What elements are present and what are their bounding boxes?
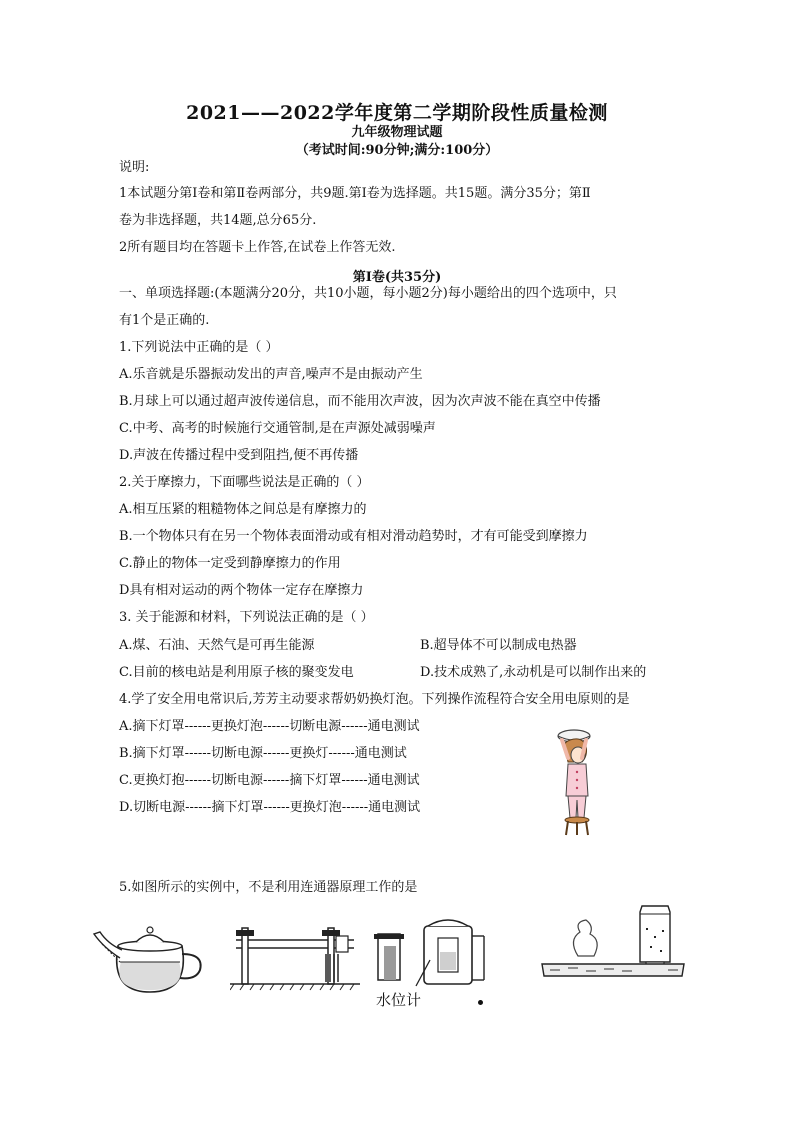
- section-1-instructions-line-1: 一、单项选择题:(本题满分20分，共10小题，每小题2分)每小题给出的四个选项中，只: [119, 286, 617, 301]
- question-2-stem: 2.关于摩擦力，下面哪些说法是正确的（ ）: [119, 475, 370, 490]
- water-gauge-label: 水位计: [376, 991, 422, 1009]
- question-2-option-a: A.相互压紧的粗糙物体之间总是有摩擦力的: [119, 502, 367, 517]
- question-2-option-c: C.静止的物体一定受到静摩擦力的作用: [119, 556, 341, 571]
- question-4-option-d: D.切断电源------摘下灯罩------更换灯泡------通电测试: [119, 800, 421, 815]
- note-item-1-line-2: 卷为非选择题，共14题,总分65分.: [119, 213, 317, 228]
- teapot-illustration: [90, 918, 210, 996]
- question-4-option-b: B.摘下灯罩------切断电源------更换灯------通电测试: [119, 746, 407, 761]
- drain-pipe-illustration: [230, 922, 360, 994]
- exam-title: 2021——2022学年度第二学期阶段性质量检测: [186, 102, 608, 124]
- question-2-option-b: B.一个物体只有在另一个物体表面滑动或有相对滑动趋势时，才有可能受到摩擦力: [119, 529, 588, 544]
- question-4-option-a: A.摘下灯罩------更换灯泡------切断电源------通电测试: [119, 719, 420, 734]
- bottle-waterer-illustration: [538, 900, 688, 982]
- question-5-stem: 5.如图所示的实例中，不是利用连通器原理工作的是: [119, 880, 418, 895]
- question-1-option-b: B.月球上可以通过超声波传递信息，而不能用次声波，因为次声波不能在真空中传播: [119, 394, 601, 409]
- question-4-stem: 4.学了安全用电常识后,芳芳主动要求帮奶奶换灯泡。下列操作流程符合安全用电原则的是: [119, 692, 630, 707]
- exam-info: （考试时间:90分钟;满分:100分）: [295, 143, 499, 158]
- question-3-option-c: C.目前的核电站是利用原子核的聚变发电: [119, 665, 354, 680]
- note-item-2: 2所有题目均在答题卡上作答,在试卷上作答无效.: [119, 240, 396, 255]
- exam-subtitle: 九年级物理试题: [351, 125, 443, 140]
- section-1-title: 第Ⅰ卷(共35分): [352, 270, 442, 285]
- section-1-instructions-line-2: 有1个是正确的.: [119, 313, 210, 328]
- question-3-option-a: A.煤、石油、天然气是可再生能源: [119, 638, 315, 653]
- question-2-option-d: D具有相对运动的两个物体一定存在摩擦力: [119, 583, 364, 598]
- question-1-option-c: C.中考、高考的时候施行交通管制,是在声源处减弱噪声: [119, 421, 436, 436]
- question-1-stem: 1.下列说法中正确的是（ ）: [119, 340, 279, 355]
- question-1-option-d: D.声波在传播过程中受到阻挡,便不再传播: [119, 448, 359, 463]
- question-3-option-b: B.超导体不可以制成电热器: [420, 638, 577, 653]
- girl-changing-bulb-illustration: [548, 722, 612, 838]
- question-3-option-d: D.技术成熟了,永动机是可以制作出来的: [420, 665, 647, 680]
- question-4-option-c: C.更换灯抱------切断电源------摘下灯罩------通电测试: [119, 773, 420, 788]
- boiler-water-gauge-illustration: [370, 916, 490, 988]
- notes-heading: 说明:: [119, 160, 150, 175]
- question-1-option-a: A.乐音就是乐器振动发出的声音,噪声不是由振动产生: [119, 367, 423, 382]
- figure-dot: [478, 1000, 483, 1005]
- note-item-1-line-1: 1本试题分第Ⅰ卷和第Ⅱ卷两部分，共9题.第Ⅰ卷为选择题。共15题。满分35分；第Ⅱ: [119, 186, 591, 201]
- question-3-stem: 3. 关于能源和材料，下列说法正确的是（ ）: [119, 610, 374, 625]
